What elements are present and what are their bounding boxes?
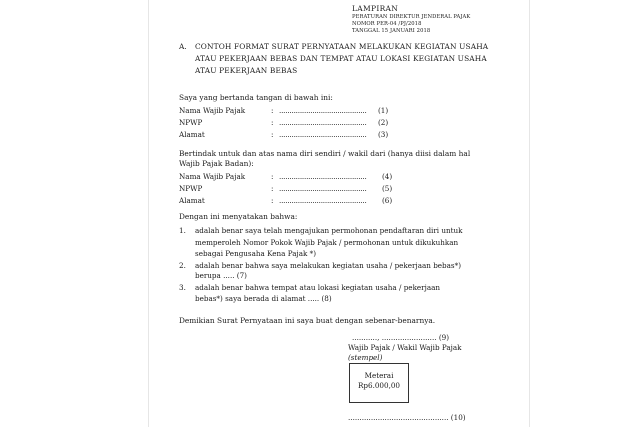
field-colon: :: [271, 106, 274, 115]
behalf-intro-cont: Wajib Pajak Badan):: [179, 159, 254, 168]
signer-address-label: Alamat: [179, 130, 205, 139]
section-title-line: CONTOH FORMAT SURAT PERNYATAAN MELAKUKAN KEGIATAN USAHA: [195, 42, 489, 51]
field-number: (3): [378, 130, 389, 139]
field-number: (5): [382, 184, 393, 193]
statement-line: adalah benar saya telah mengajukan permohonan pendaftaran diri untuk: [195, 226, 463, 235]
behalf-address-field: ..........................................: [279, 196, 367, 205]
field-number: (2): [378, 118, 389, 127]
statements-intro: Dengan ini menyatakan bahwa:: [179, 212, 298, 221]
signer-role: Wajib Pajak / Wakil Wajib Pajak: [348, 343, 462, 352]
behalf-name-label: Nama Wajib Pajak: [179, 172, 246, 181]
header-number: NOMOR PER-04 /PJ/2018: [352, 21, 422, 27]
section-title-line: ATAU PEKERJAAN BEBAS DAN TEMPAT ATAU LOKASI KEGIATAN USAHA: [195, 54, 487, 63]
signer-npwp-label: NPWP: [179, 118, 203, 127]
header-title: LAMPIRAN: [352, 4, 399, 13]
statement-line: adalah benar bahwa tempat atau lokasi kegiatan usaha / pekerjaan: [195, 283, 441, 292]
behalf-intro: Bertindak untuk dan atas nama diri sendiri / wakil dari (hanya diisi dalam hal: [179, 149, 471, 158]
header-regulation: PERATURAN DIREKTUR JENDERAL PAJAK: [352, 14, 471, 20]
behalf-npwp-label: NPWP: [179, 184, 203, 193]
revenue-stamp-box: [349, 363, 409, 403]
section-title-line: ATAU PEKERJAAN BEBAS: [195, 66, 298, 75]
behalf-npwp-field: ..........................................: [279, 184, 367, 193]
signer-intro: Saya yang bertanda tangan di bawah ini:: [179, 93, 333, 102]
stamp-value: Rp6.000,00: [357, 381, 401, 390]
stamp-note: (stempel): [348, 353, 383, 362]
field-number: (1): [378, 106, 389, 115]
stamp-label: Meterai: [364, 371, 394, 380]
place-date-line: ..........., ........................ (9): [352, 333, 449, 342]
signer-address-field: ..........................................: [279, 130, 367, 139]
field-colon: :: [271, 184, 274, 193]
statement-number: 1.: [179, 226, 186, 235]
field-colon: :: [271, 196, 274, 205]
field-colon: :: [271, 172, 274, 181]
statement-line: adalah benar bahwa saya melakukan kegiatan usaha / pekerjaan bebas*): [195, 261, 462, 270]
statement-line: memperoleh Nomor Pokok Wajib Pajak / permohonan untuk dikukuhkan: [195, 238, 459, 247]
statement-line: bebas*) saya berada di alamat ..... (8): [195, 294, 332, 303]
header-date: TANGGAL 15 JANUARI 2018: [352, 28, 431, 34]
signer-npwp-field: ..........................................: [279, 118, 367, 127]
behalf-address-label: Alamat: [179, 196, 205, 205]
field-colon: :: [271, 118, 274, 127]
statement-number: 3.: [179, 283, 186, 292]
field-number: (6): [382, 196, 393, 205]
statement-line: sebagai Pengusaha Kena Pajak *): [195, 249, 317, 258]
signature-name-line: ............................................ (10): [348, 413, 466, 422]
section-label: A.: [179, 42, 187, 51]
field-colon: :: [271, 130, 274, 139]
field-number: (4): [382, 172, 393, 181]
behalf-name-field: ..........................................: [279, 172, 367, 181]
statement-number: 2.: [179, 261, 186, 270]
closing-statement: Demikian Surat Pernyataan ini saya buat dengan sebenar-benarnya.: [179, 316, 436, 325]
signer-name-label: Nama Wajib Pajak: [179, 106, 246, 115]
statement-line: berupa ..... (7): [195, 271, 247, 280]
signer-name-field: ..........................................: [279, 106, 367, 115]
